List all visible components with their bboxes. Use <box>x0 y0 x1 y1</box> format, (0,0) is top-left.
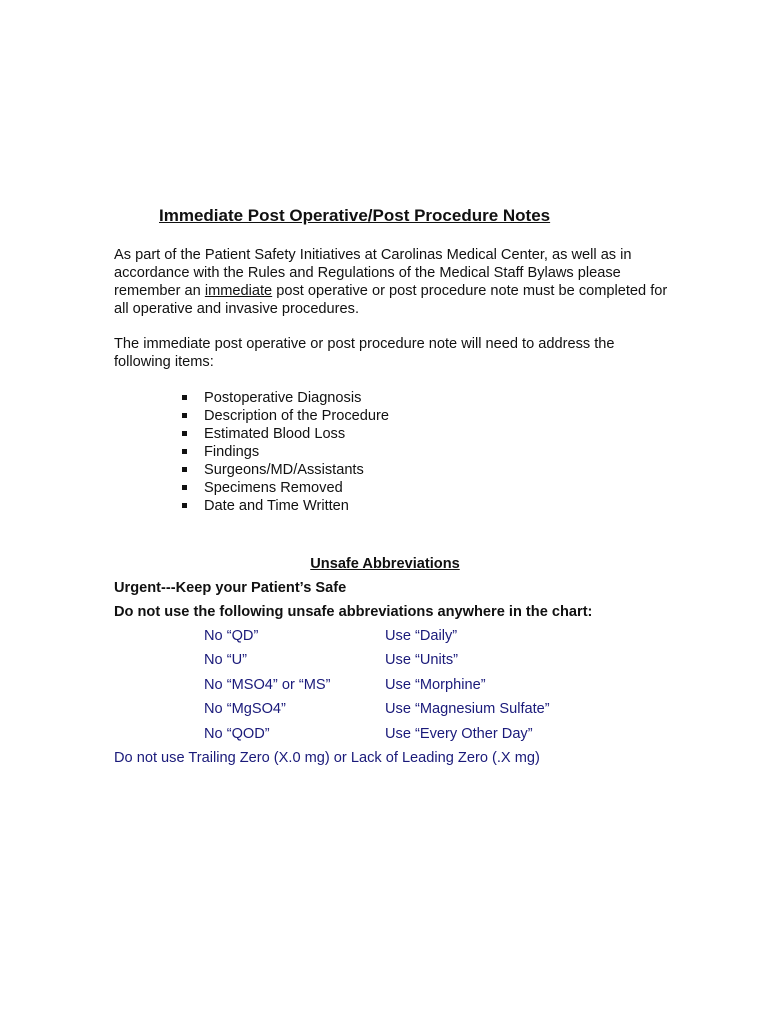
abbreviation-do-not-use: No “QOD” <box>204 725 270 742</box>
intro-paragraph <box>114 246 674 318</box>
list-item-label: Findings <box>204 444 260 460</box>
abbreviation-do-not-use: No “U” <box>204 652 247 669</box>
list-item-label: Description of the Procedure <box>204 408 389 424</box>
square-bullet-icon <box>182 413 187 418</box>
intro-text-after: post operative or post procedure note must be completed for all operative and invasive procedures. <box>114 283 668 317</box>
abbreviation-use-instead: Use “Every Other Day” <box>385 725 533 742</box>
square-bullet-icon <box>182 449 187 454</box>
intro-text-before: As part of the Patient Safety Initiatives at Carolinas Medical Center, as well as in accordance with the Rules and Regulations of the Medical Staff Bylaws please remember an <box>114 247 632 299</box>
list-item <box>182 479 389 497</box>
list-item-label: Postoperative Diagnosis <box>204 390 362 406</box>
list-item <box>182 389 389 407</box>
square-bullet-icon <box>182 467 187 472</box>
do-not-use-line: Do not use the following unsafe abbreviations anywhere in the chart: <box>114 604 593 620</box>
document-title: Immediate Post Operative/Post Procedure Notes <box>159 206 551 225</box>
requirements-paragraph: The immediate post operative or post procedure note will need to address the following items: <box>114 336 615 370</box>
list-item <box>182 497 389 515</box>
list-item-label: Estimated Blood Loss <box>204 426 346 442</box>
square-bullet-icon <box>182 395 187 400</box>
abbreviation-do-not-use: No “MgSO4” <box>204 701 286 718</box>
abbreviation-use-instead: Use “Units” <box>385 652 458 669</box>
list-item-label: Date and Time Written <box>204 498 349 514</box>
urgent-line: Urgent---Keep your Patient’s Safe <box>114 580 347 596</box>
list-item <box>182 461 389 479</box>
abbreviation-do-not-use: No “QD” <box>204 628 259 644</box>
abbreviation-do-not-use: No “MSO4” or “MS” <box>204 676 331 693</box>
abbreviation-use-instead: Use “Magnesium Sulfate” <box>385 701 550 718</box>
list-item <box>182 407 389 425</box>
abbreviation-use-instead: Use “Daily” <box>385 628 458 644</box>
square-bullet-icon <box>182 485 187 490</box>
square-bullet-icon <box>182 503 187 508</box>
square-bullet-icon <box>182 431 187 436</box>
list-item-label: Specimens Removed <box>204 480 343 496</box>
list-item <box>182 443 389 461</box>
intro-text-underlined: immediate <box>204 283 273 299</box>
required-items-list <box>182 389 389 515</box>
list-item-label: Surgeons/MD/Assistants <box>204 462 364 478</box>
unsafe-abbreviations-heading: Unsafe Abbreviations <box>310 556 460 572</box>
list-item <box>182 425 389 443</box>
abbreviation-use-instead: Use “Morphine” <box>385 676 486 693</box>
trailing-zero-note: Do not use Trailing Zero (X.0 mg) or Lack of Leading Zero (.X mg) <box>114 750 540 766</box>
